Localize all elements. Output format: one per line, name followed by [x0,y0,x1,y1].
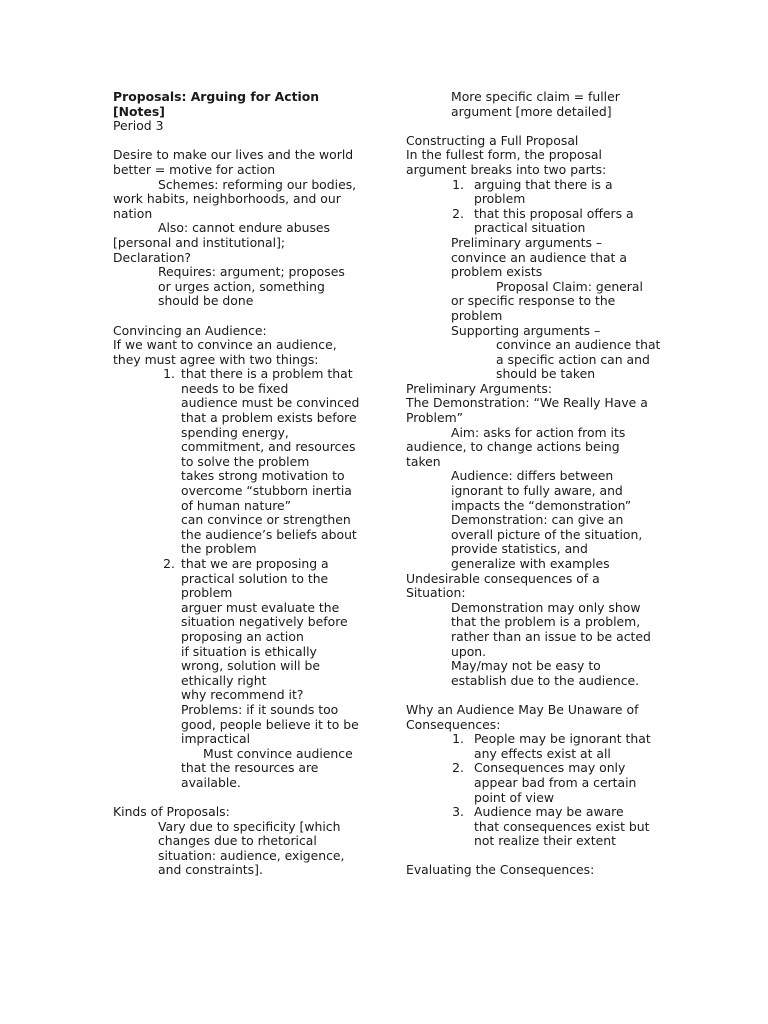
section-heading: Convincing an Audience: [113,322,267,338]
demo-line: provide statistics, and [451,541,588,557]
item-line: overcome “stubborn inertia [181,483,352,499]
item-line: spending energy, [181,424,289,440]
aim-line: taken [406,453,441,469]
item-line: that this proposal offers a [474,205,634,221]
proposal-claim-line: or specific response to the [451,293,616,309]
item-line: situation negatively before [181,614,348,630]
undesirable-line: Undesirable consequences of a [406,570,600,586]
item-line: Must convince audience [203,745,353,761]
item-line: problem [474,191,526,207]
intro-line: better = motive for action [113,161,276,177]
section-heading: Evaluating the Consequences: [406,862,595,878]
preliminary-line: Preliminary arguments – [451,234,603,250]
supporting-line: should be taken [496,366,596,382]
item-line: can convince or strengthen [181,512,351,528]
constructing-intro-line: In the fullest form, the proposal [406,147,602,163]
also-line: [personal and institutional]; [113,234,286,250]
specific-claim-line: argument [more detailed] [451,103,612,119]
item-line: why recommend it? [181,687,304,703]
demo-line: overall picture of the situation, [451,526,643,542]
demo-line: generalize with examples [451,556,610,571]
requires-line: Requires: argument; proposes [158,264,345,280]
section-heading: Kinds of Proposals: [113,804,230,820]
schemes-line: Schemes: reforming our bodies, [158,176,357,192]
numbered-item [406,732,654,747]
item-line: commitment, and resources [181,439,356,455]
constructing-intro-line: argument breaks into two parts: [406,161,607,177]
kinds-line: situation: audience, exigence, [158,847,345,863]
numbered-item [406,805,654,820]
demo-only-line: Demonstration may only show [451,599,641,615]
numbered-item [406,761,654,776]
section-heading: Why an Audience May Be Unaware of [406,701,639,717]
aim-line: Aim: asks for action from its [451,424,626,440]
item-line: the problem [181,541,257,557]
item-line: if situation is ethically [181,643,317,659]
also-line: Declaration? [113,249,192,265]
document-title-line-2: [Notes] [113,103,165,119]
specific-claim-line: More specific claim = fuller [451,89,620,104]
item-number: 1. [163,366,175,382]
kinds-line: and constraints]. [158,862,263,878]
demo-line: Demonstration: can give an [451,512,624,528]
item-line: of human nature” [181,497,292,513]
item-line: arguing that there is a [474,176,613,192]
item-number: 1. [452,176,464,192]
audience-line: impacts the “demonstration” [451,497,632,513]
undesirable-line: Situation: [406,585,466,601]
may-not-line: establish due to the audience. [451,672,640,688]
demonstration-line: The Demonstration: “We Really Have a [406,395,648,411]
item-line: the audience’s beliefs about [181,526,357,542]
kinds-line: Vary due to specificity [which [158,818,341,834]
item-number: 2. [163,556,175,571]
intro-line: Desire to make our lives and the world [113,147,354,163]
section-heading: Constructing a Full Proposal [406,132,579,148]
item-line: not realize their extent [474,833,616,849]
item-line: takes strong motivation to [181,468,345,484]
item-line: that the resources are [181,760,319,776]
item-number: 2. [452,205,464,221]
proposal-claim-line: Proposal Claim: general [496,278,643,294]
item-line: problem [181,585,233,601]
numbered-item [406,178,654,193]
aim-line: audience, to change actions being [406,439,620,455]
item-line: that consequences exist but [474,818,650,834]
requires-line: should be done [158,293,254,309]
item-number: 1. [452,731,464,747]
numbered-item [113,557,375,572]
document-title-line-1: Proposals: Arguing for Action [113,89,320,104]
item-line: proposing an action [181,628,304,644]
item-line: People may be ignorant that [474,731,651,747]
convincing-intro-line: they must agree with two things: [113,351,319,367]
item-line: impractical [181,731,251,747]
item-line: practical solution to the [181,570,329,586]
preliminary-line: convince an audience that a [451,249,627,265]
item-line: point of view [474,789,554,805]
item-line: any effects exist at all [474,745,611,761]
numbered-item [113,367,375,382]
item-line: arguer must evaluate the [181,599,340,615]
supporting-line: a specific action can and [496,351,650,367]
item-line: ethically right [181,672,267,688]
item-number: 2. [452,760,464,776]
proposal-claim-line: problem [451,307,503,323]
item-line: appear bad from a certain [474,774,637,790]
right-column [406,89,661,878]
item-line: that a problem exists before [181,410,357,426]
item-line: that there is a problem that [181,366,353,382]
period-label: Period 3 [113,118,164,134]
item-line: Problems: if it sounds too [181,701,339,717]
item-line: needs to be fixed [181,380,289,396]
section-heading: Preliminary Arguments: [406,380,553,396]
audience-line: Audience: differs between [451,468,614,484]
supporting-line: Supporting arguments – [451,322,601,338]
item-line: that we are proposing a [181,556,329,571]
supporting-line: convince an audience that [496,337,661,353]
item-line: good, people believe it to be [181,716,359,732]
preliminary-line: problem exists [451,264,543,280]
demo-only-line: that the problem is a problem, [451,614,641,630]
numbered-item [406,207,654,222]
schemes-line: work habits, neighborhoods, and our [113,191,341,207]
schemes-line: nation [113,205,153,221]
item-number: 3. [452,804,464,820]
demo-only-line: rather than an issue to be acted [451,628,651,644]
item-line: Consequences may only [474,760,626,776]
item-line: Audience may be aware [474,804,624,820]
audience-line: ignorant to fully aware, and [451,483,623,499]
may-not-line: May/may not be easy to [451,658,601,674]
section-heading: Consequences: [406,716,501,732]
requires-line: or urges action, something [158,278,325,294]
item-line: audience must be convinced [181,395,360,411]
item-line: available. [181,774,241,790]
item-line: wrong, solution will be [181,658,321,674]
also-line: Also: cannot endure abuses [158,220,330,236]
demonstration-line: Problem” [406,410,464,426]
left-column [113,90,375,878]
item-line: to solve the problem [181,453,310,469]
kinds-line: changes due to rhetorical [158,833,317,849]
convincing-intro-line: If we want to convince an audience, [113,337,337,353]
demo-only-line: upon. [451,643,487,659]
item-line: practical situation [474,220,586,236]
